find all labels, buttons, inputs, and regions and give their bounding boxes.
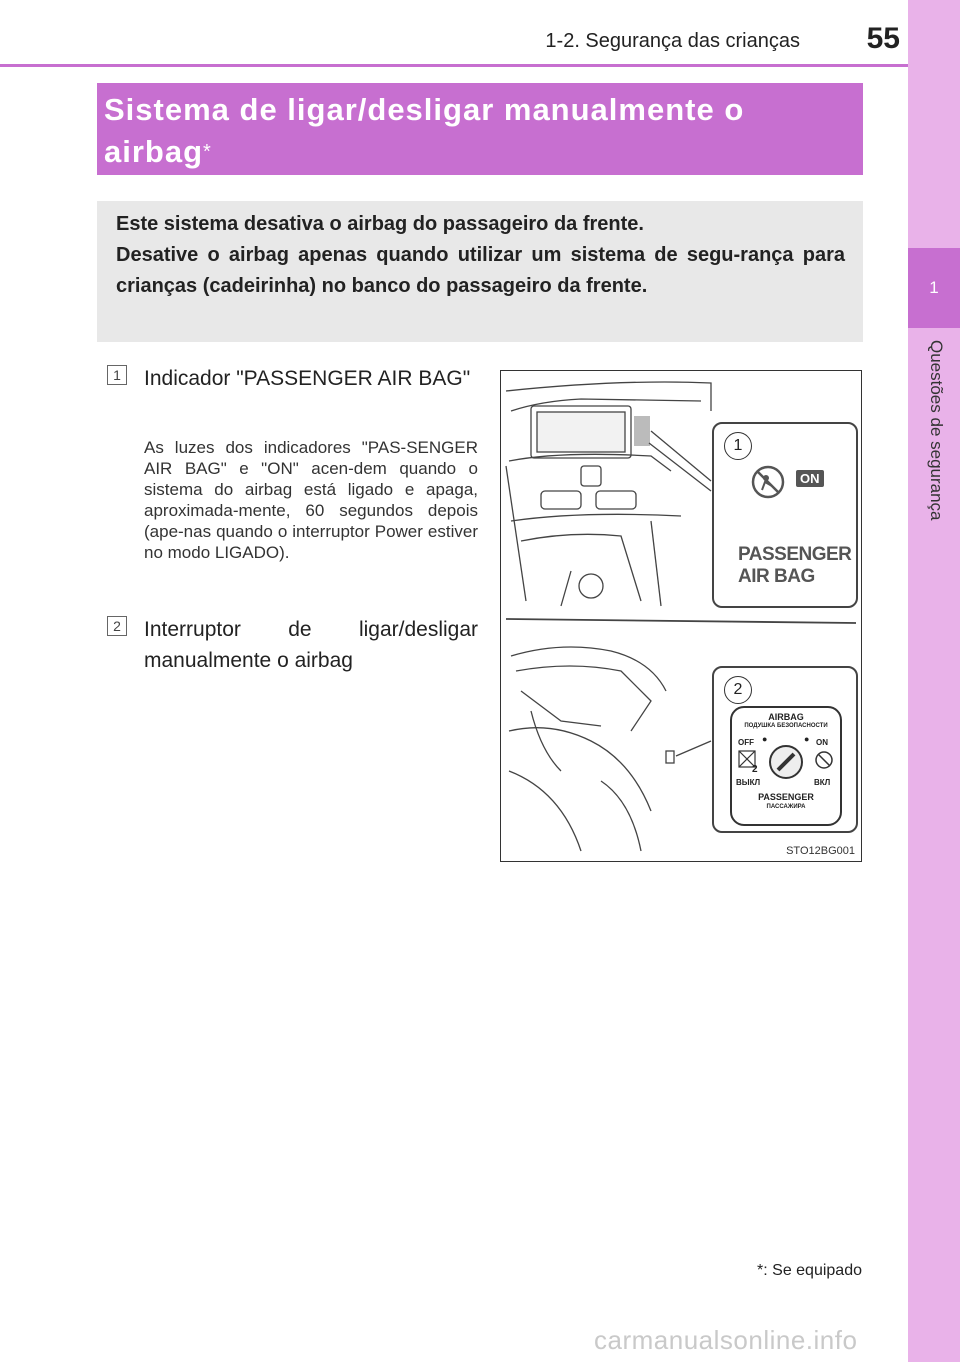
intro-box (97, 201, 863, 342)
on-indicator: ON (796, 470, 824, 487)
switch-title: AIRBAG (768, 712, 804, 722)
header-divider (0, 64, 908, 67)
off-position-dot: ● (762, 734, 768, 744)
item-1-title: Indicador "PASSENGER AIR BAG" (144, 367, 471, 390)
item-1-description: As luzes dos indicadores "PAS-SENGER AIR BAG" e "ON" acen-dem quando o sistema do airbag está ligado e apaga, aproximada-mente, 60 segundos depois (ape-nas quando o interruptor Power estiver no modo LIGADO). (144, 438, 478, 562)
intro-line-2: Desative o airbag apenas quando utilizar um sistema de segu-rança para crianças (cadeirinha) no banco do passageiro da frente. (116, 244, 845, 297)
airbag-on-icon (814, 750, 834, 770)
intro-line-1: Este sistema desativa o airbag do passageiro da frente. (116, 213, 644, 235)
switch-on-label-ru: ВКЛ (814, 778, 831, 787)
switch-off-label: OFF (738, 738, 754, 747)
page-title (104, 89, 854, 173)
chapter-number: 1 (908, 248, 960, 328)
airbag-off-icon (750, 464, 786, 500)
item-2-number-badge: 2 (107, 616, 127, 636)
section-header: 1-2. Segurança das crianças (545, 30, 800, 52)
switch-off-label-ru: ВЫКЛ (736, 778, 761, 787)
item-2-title: Interruptor de ligar/desligar manualmente o airbag (144, 618, 478, 672)
indicator-line-2: AIR BAG (738, 566, 815, 587)
airbag-switch-panel (730, 706, 842, 826)
switch-small-number: 2 (752, 764, 758, 775)
callout-2-number: 2 (724, 676, 752, 704)
footnote (700, 1262, 862, 1280)
chapter-side-tab (908, 0, 960, 1362)
passenger-airbag-label (738, 544, 851, 588)
key-slot-dial-icon (768, 744, 804, 780)
switch-title-ru: ПОДУШКА БЕЗОПАСНОСТИ (744, 723, 828, 729)
switch-passenger-label: PASSENGER (758, 792, 814, 802)
page-number: 55 (866, 22, 900, 55)
title-band (97, 83, 863, 175)
passenger-airbag-indicator-callout (712, 422, 858, 608)
page-title-text: Sistema de ligar/desligar manualmente o airbag (104, 92, 745, 169)
switch-on-label: ON (816, 738, 828, 747)
footnote-text: : Se equipado (763, 1262, 862, 1279)
figure-code: STO12BG001 (786, 845, 855, 857)
on-position-dot: ● (804, 734, 810, 744)
intro-text (116, 209, 845, 302)
switch-passenger-label-ru: ПАССАЖИРА (766, 804, 806, 810)
airbag-illustration (500, 370, 862, 862)
title-asterisk: * (203, 141, 212, 163)
airbag-manual-switch-callout (712, 666, 858, 833)
footnote-symbol: * (757, 1262, 764, 1279)
chapter-title: Questões de segurança (927, 340, 946, 521)
watermark: carmanualsonline.info (594, 1325, 858, 1355)
callout-1-number: 1 (724, 432, 752, 460)
indicator-line-1: PASSENGER (738, 544, 852, 565)
item-1-number-badge: 1 (107, 365, 127, 385)
